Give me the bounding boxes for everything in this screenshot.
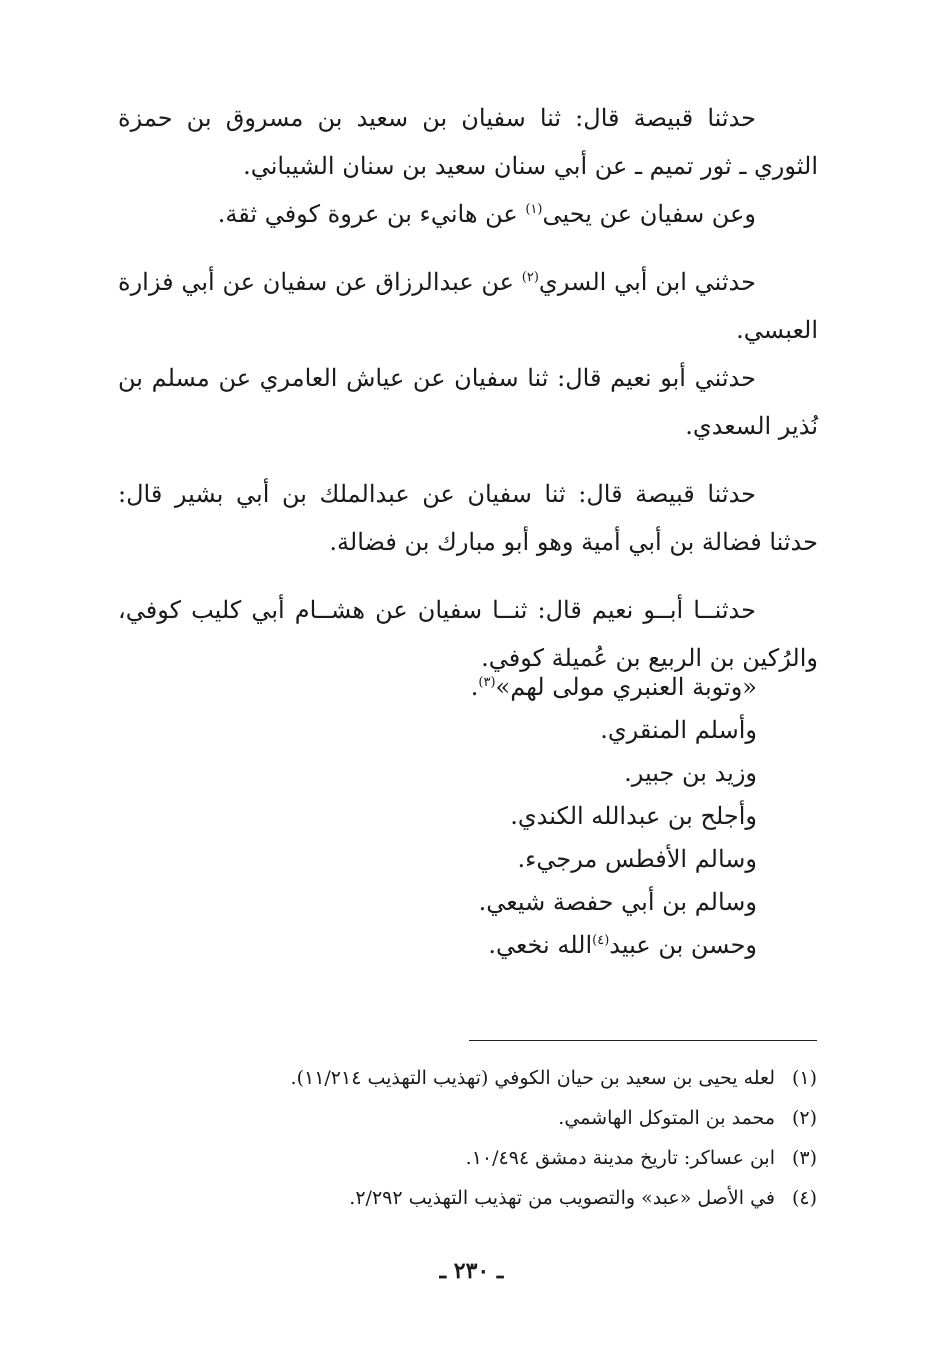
footnote-divider [469,1040,817,1041]
footnote-3 [167,1138,817,1178]
paragraph-5: حدثنا قبيصة قال: ثنا سفيان عن عبدالملك بن أبي بشير قال: حدثنا فضالة بن أبي أمية وهو أبو مبارك بن فضالة. [118,480,818,556]
page-number: ـ ٢٣٠ ـ [439,1258,504,1284]
footnote-number: (١) [791,1067,817,1089]
footnote-ref-3: (٣) [478,675,496,690]
list-item: وزيد بن جبير. [624,759,757,787]
paragraph-4: حدثني أبو نعيم قال: ثنا سفيان عن عياش العامري عن مسلم بن نُذير السعدي. [118,364,818,440]
footnote-4 [167,1178,817,1218]
list-item [471,666,757,709]
footnote-text: في الأصل «عبد» والتصويب من تهذيب التهذيب ٢/٢٩٢. [349,1187,775,1209]
narrator-list [471,666,757,967]
footnotes [167,1058,817,1218]
paragraph-2-text-end: عن هانيء بن عروة كوفي ثقة. [217,200,526,228]
list-item-text: «وتوبة العنبري مولى لهم» [495,673,757,701]
footnote-ref-2: (٢) [521,270,539,285]
footnote-text: محمد بن المتوكل الهاشمي. [558,1107,775,1129]
footnote-1 [167,1058,817,1098]
paragraph-1: حدثنا قبيصة قال: ثنا سفيان بن سعيد بن مسروق بن حمزة الثوري ـ ثور تميم ـ عن أبي سنان سعيد بن سنان الشيباني. [118,104,818,180]
paragraph-2 [118,190,818,238]
footnote-ref-4: (٤) [592,933,610,948]
paragraph-6: حدثنــا أبــو نعيم قال: ثنــا سفيان عن هشــام أبي كليب كوفي، والرُكين بن الربيع بن عُميلة كوفي. [118,596,818,672]
list-item: وأسلم المنقري. [600,716,757,744]
paragraph-3-text: حدثني ابن أبي السري [538,268,756,296]
list-item-text: وحسن بن عبيد [609,931,757,959]
paragraph-2-text: وعن سفيان عن يحيى [542,200,756,228]
footnote-number: (٢) [791,1107,817,1129]
main-text [118,94,818,682]
footnote-text: لعله يحيى بن سعيد بن حيان الكوفي (تهذيب التهذيب ١١/٢١٤). [290,1067,775,1089]
footnote-text: ابن عساكر: تاريخ مدينة دمشق ١٠/٤٩٤. [465,1147,775,1169]
list-item: وسالم الأفطس مرجيء. [517,845,757,873]
list-item: وسالم بن أبي حفصة شيعي. [478,888,757,916]
list-item [471,924,757,967]
footnote-2 [167,1098,817,1138]
list-item-text-end: الله نخعي. [488,931,593,959]
list-item-punct: . [470,673,479,701]
footnote-ref-1: (١) [525,202,543,217]
paragraph-3 [118,258,818,354]
footnote-number: (٣) [791,1147,817,1169]
footnote-number: (٤) [791,1187,817,1209]
paragraph-3-text-end: عن عبدالرزاق عن سفيان عن أبي فزارة العبسي. [118,268,818,344]
list-item: وأجلح بن عبدالله الكندي. [510,802,757,830]
